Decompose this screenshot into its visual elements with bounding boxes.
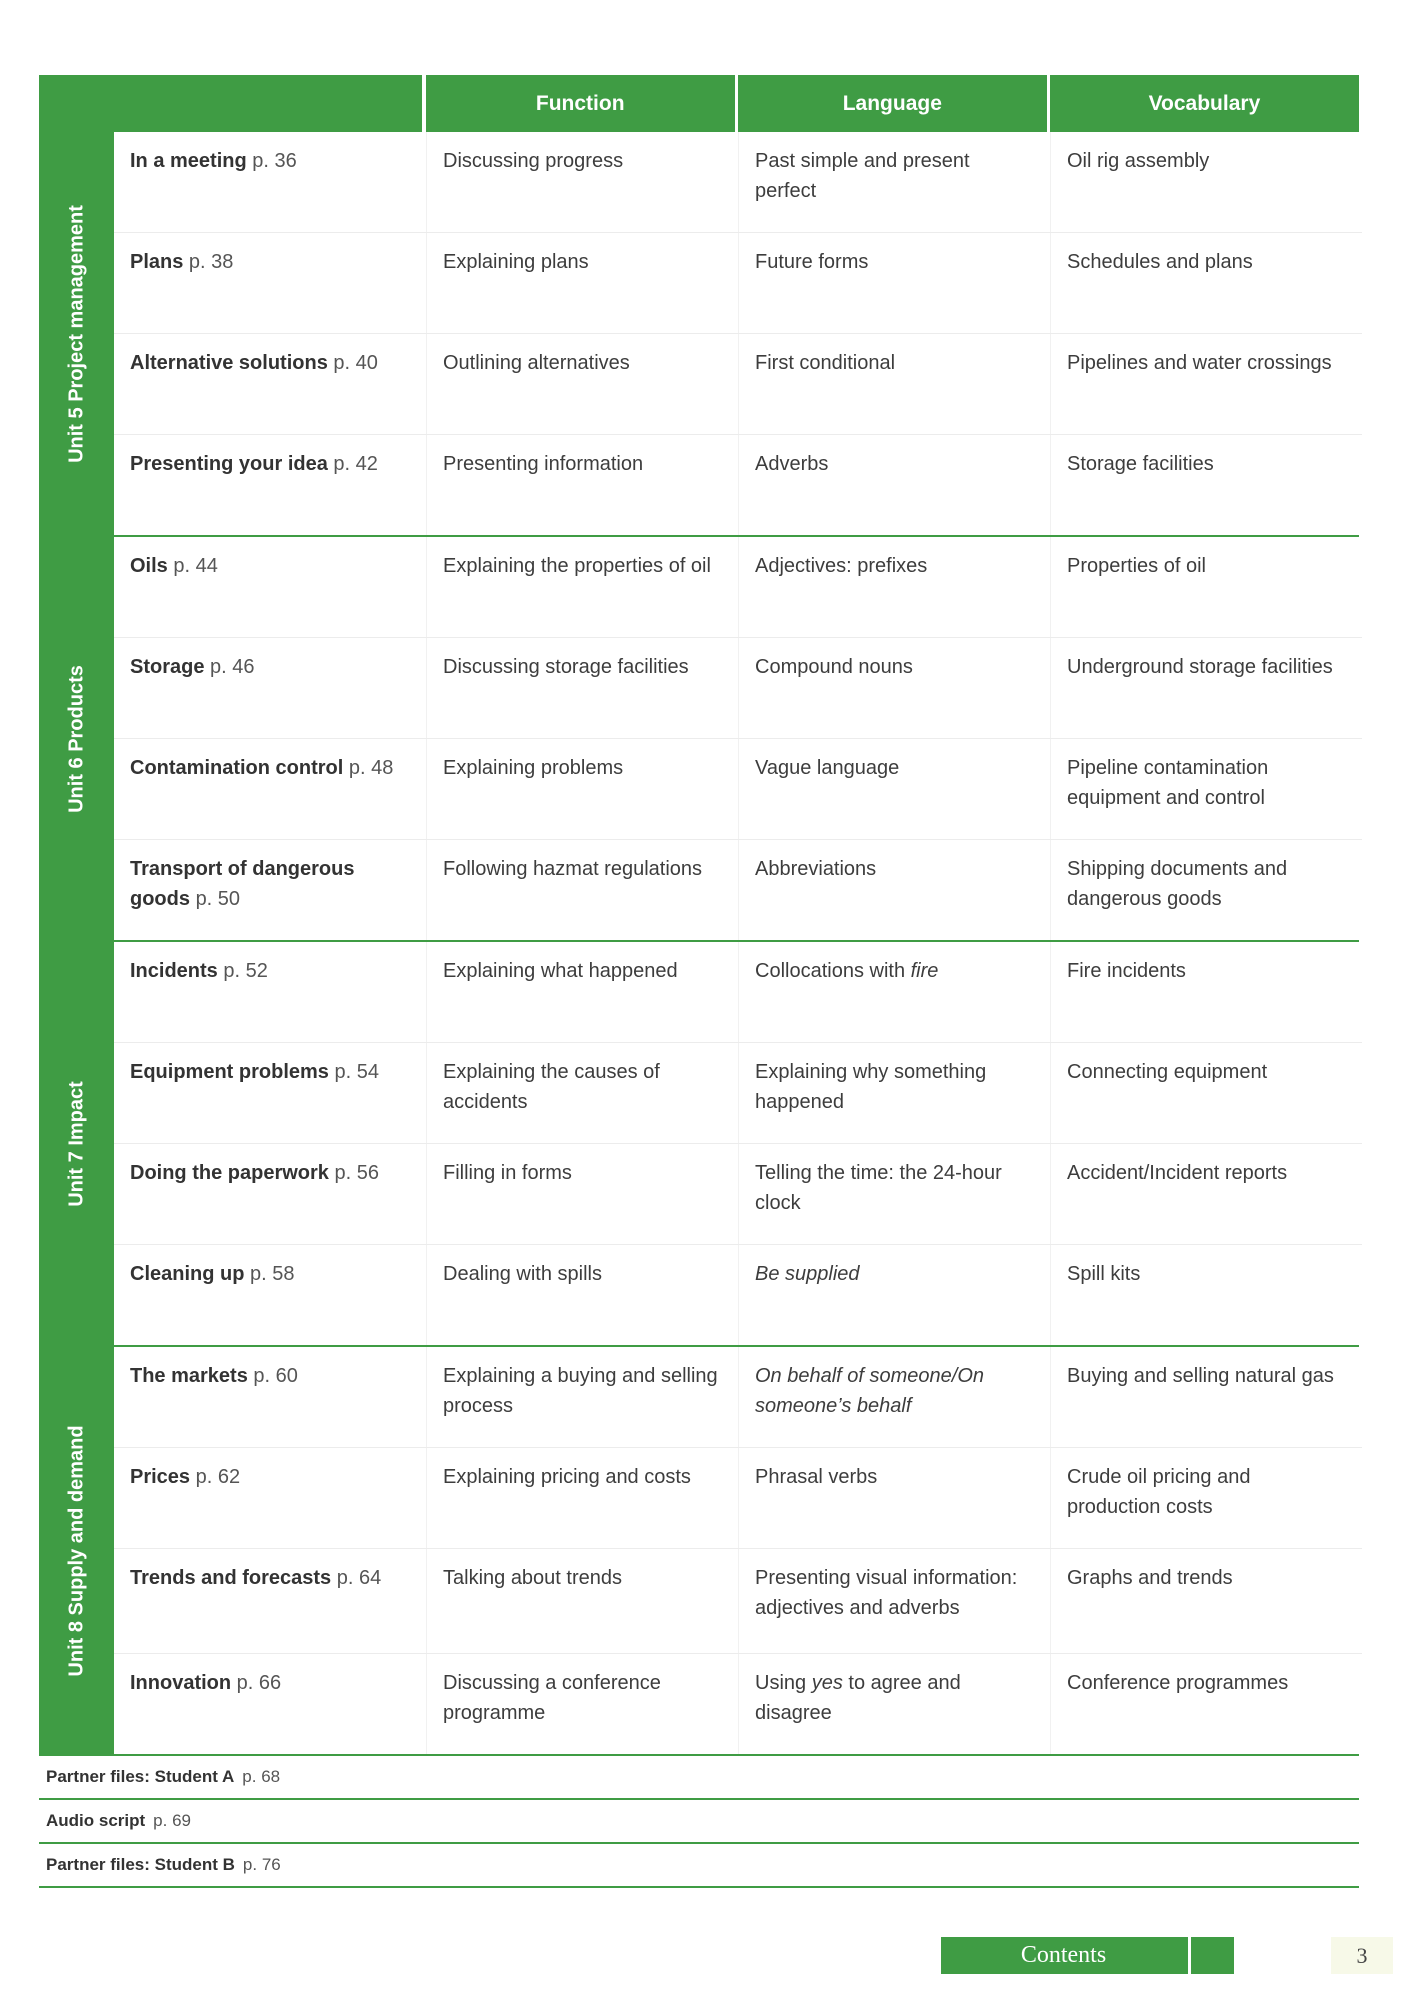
language-italic: yes xyxy=(811,1672,843,1694)
header-spacer xyxy=(39,75,422,132)
lesson-page: p. 58 xyxy=(250,1263,295,1285)
lesson-page: p. 44 xyxy=(173,555,218,577)
function-cell: Explaining the causes of accidents xyxy=(426,1043,738,1143)
language-italic: Be supplied xyxy=(755,1263,860,1285)
language-cell: Explaining why something happened xyxy=(738,1043,1050,1143)
footer-row-partner-b xyxy=(39,1844,1359,1888)
vocabulary-cell: Conference programmes xyxy=(1050,1654,1362,1754)
table-row xyxy=(114,537,1362,638)
function-cell: Talking about trends xyxy=(426,1549,738,1653)
lesson-title: Prices xyxy=(130,1466,191,1488)
footer-label: Partner files: Student B xyxy=(46,1855,235,1874)
lesson-cell xyxy=(114,638,426,738)
function-cell: Outlining alternatives xyxy=(426,334,738,434)
language-text: Collocations with xyxy=(755,960,911,982)
lesson-page: p. 64 xyxy=(336,1567,382,1589)
vocabulary-cell: Accident/Incident reports xyxy=(1050,1144,1362,1244)
table-row xyxy=(114,942,1362,1043)
lesson-cell xyxy=(114,942,426,1042)
unit-5-block xyxy=(39,132,1359,537)
lesson-title: Alternative solutions xyxy=(130,352,328,374)
lesson-cell xyxy=(114,739,426,839)
lesson-title: Innovation xyxy=(130,1672,232,1694)
lesson-title: Plans xyxy=(130,251,184,273)
table-row xyxy=(114,1245,1362,1345)
vocabulary-cell: Graphs and trends xyxy=(1050,1549,1362,1653)
vocabulary-cell: Oil rig assembly xyxy=(1050,132,1362,232)
lesson-page: p. 46 xyxy=(210,656,255,678)
table-row xyxy=(114,1448,1362,1549)
header-function: Function xyxy=(426,75,735,132)
footer-page: p. 69 xyxy=(153,1811,191,1830)
footer-row-partner-a xyxy=(39,1756,1359,1800)
function-cell: Discussing storage facilities xyxy=(426,638,738,738)
table-row xyxy=(114,739,1362,840)
footer-page: p. 76 xyxy=(242,1855,281,1874)
contents-tab-label: Contents xyxy=(1020,1942,1107,1968)
header-vocabulary: Vocabulary xyxy=(1050,75,1359,132)
vocabulary-cell: Pipelines and water crossings xyxy=(1050,334,1362,434)
vocabulary-cell: Spill kits xyxy=(1050,1245,1362,1345)
lesson-title: The markets xyxy=(130,1365,248,1387)
language-cell: Phrasal verbs xyxy=(738,1448,1050,1548)
language-cell xyxy=(738,942,1050,1042)
table-row xyxy=(114,1654,1362,1754)
lesson-cell xyxy=(114,1654,426,1754)
function-cell: Explaining the properties of oil xyxy=(426,537,738,637)
language-text: Using xyxy=(755,1672,812,1694)
lesson-cell xyxy=(114,1043,426,1143)
unit-7-block xyxy=(39,942,1359,1347)
footer-page: p. 68 xyxy=(242,1767,281,1786)
lesson-cell xyxy=(114,1245,426,1345)
lesson-title: Incidents xyxy=(130,960,218,982)
table-row xyxy=(114,132,1362,233)
lesson-title: Doing the paperwork xyxy=(130,1162,329,1184)
footer-label: Audio script xyxy=(46,1811,146,1830)
language-cell xyxy=(738,1347,1050,1447)
lesson-page: p. 36 xyxy=(252,150,297,172)
unit-label xyxy=(39,942,114,1345)
table-row xyxy=(114,1347,1362,1448)
vocabulary-cell: Storage facilities xyxy=(1050,435,1362,535)
lesson-title: Cleaning up xyxy=(130,1263,245,1285)
lesson-page: p. 54 xyxy=(334,1061,379,1083)
function-cell: Explaining a buying and selling process xyxy=(426,1347,738,1447)
lesson-page: p. 52 xyxy=(223,960,268,982)
vocabulary-cell: Schedules and plans xyxy=(1050,233,1362,333)
function-cell: Explaining what happened xyxy=(426,942,738,1042)
lesson-cell xyxy=(114,132,426,232)
unit-label xyxy=(39,1347,114,1754)
language-cell: Abbreviations xyxy=(738,840,1050,940)
lesson-page: p. 48 xyxy=(348,757,394,779)
unit-title: Unit 6 Products xyxy=(65,664,87,813)
lesson-title: Transport of dangerous goods xyxy=(130,858,355,910)
language-cell: Compound nouns xyxy=(738,638,1050,738)
lesson-cell xyxy=(114,537,426,637)
lesson-title: Contamination control xyxy=(130,757,344,779)
table-row xyxy=(114,435,1362,535)
lesson-cell xyxy=(114,334,426,434)
lesson-cell xyxy=(114,1448,426,1548)
language-cell: Vague language xyxy=(738,739,1050,839)
unit-title: Unit 8 Supply and demand xyxy=(65,1424,87,1677)
footer-row-audio-script xyxy=(39,1800,1359,1844)
lesson-page: p. 40 xyxy=(333,352,378,374)
function-cell: Discussing progress xyxy=(426,132,738,232)
function-cell: Explaining problems xyxy=(426,739,738,839)
function-cell: Explaining pricing and costs xyxy=(426,1448,738,1548)
table-row xyxy=(114,840,1362,940)
unit-8-block xyxy=(39,1347,1359,1756)
language-cell: First conditional xyxy=(738,334,1050,434)
lesson-page: p. 42 xyxy=(333,453,378,475)
header-language: Language xyxy=(738,75,1047,132)
lesson-page: p. 38 xyxy=(188,251,234,273)
table-row xyxy=(114,1043,1362,1144)
vocabulary-cell: Fire incidents xyxy=(1050,942,1362,1042)
vocabulary-cell: Shipping documents and dangerous goods xyxy=(1050,840,1362,940)
language-italic: fire xyxy=(910,960,939,982)
language-cell xyxy=(738,1245,1050,1345)
table-row xyxy=(114,638,1362,739)
table-row xyxy=(114,233,1362,334)
unit-title: Unit 7 Impact xyxy=(65,1080,87,1207)
function-cell: Filling in forms xyxy=(426,1144,738,1244)
contents-tab xyxy=(941,1937,1234,1974)
language-cell: Telling the time: the 24-hour clock xyxy=(738,1144,1050,1244)
language-cell: Future forms xyxy=(738,233,1050,333)
language-cell: Adverbs xyxy=(738,435,1050,535)
lesson-title: Storage xyxy=(130,656,205,678)
function-cell: Discussing a conference programme xyxy=(426,1654,738,1754)
function-cell: Following hazmat regulations xyxy=(426,840,738,940)
lesson-title: Oils xyxy=(130,555,168,577)
lesson-title: Presenting your idea xyxy=(130,453,328,475)
footer-label: Partner files: Student A xyxy=(46,1767,235,1786)
language-italic: On behalf of someone/On someone’s behalf xyxy=(755,1365,985,1417)
language-cell: Adjectives: prefixes xyxy=(738,537,1050,637)
table-header xyxy=(39,75,1359,132)
lesson-cell xyxy=(114,1549,426,1653)
table-row xyxy=(114,334,1362,435)
lesson-page: p. 50 xyxy=(195,888,241,910)
unit-title: Unit 5 Project management xyxy=(65,204,87,463)
lesson-page: p. 60 xyxy=(253,1365,298,1387)
unit-6-block xyxy=(39,537,1359,942)
lesson-cell xyxy=(114,435,426,535)
unit-label xyxy=(39,132,114,535)
table-row xyxy=(114,1549,1362,1654)
function-cell: Presenting information xyxy=(426,435,738,535)
lesson-cell xyxy=(114,1347,426,1447)
contents-tab-square xyxy=(1188,1937,1234,1974)
unit-label xyxy=(39,537,114,940)
language-cell: Presenting visual information: adjectives and adverbs xyxy=(738,1549,1050,1653)
vocabulary-cell: Crude oil pricing and production costs xyxy=(1050,1448,1362,1548)
vocabulary-cell: Pipeline contamination equipment and control xyxy=(1050,739,1362,839)
lesson-title: Trends and forecasts xyxy=(130,1567,332,1589)
contents-table xyxy=(39,75,1359,1888)
lesson-cell xyxy=(114,233,426,333)
vocabulary-cell: Buying and selling natural gas xyxy=(1050,1347,1362,1447)
vocabulary-cell: Properties of oil xyxy=(1050,537,1362,637)
table-row xyxy=(114,1144,1362,1245)
lesson-page: p. 56 xyxy=(334,1162,379,1184)
language-text-end: to agree and disagree xyxy=(755,1672,961,1724)
lesson-page: p. 66 xyxy=(236,1672,282,1694)
language-cell: Past simple and present perfect xyxy=(738,132,1050,232)
vocabulary-cell: Connecting equipment xyxy=(1050,1043,1362,1143)
language-cell xyxy=(738,1654,1050,1754)
page-number: 3 xyxy=(1331,1937,1393,1974)
lesson-page: p. 62 xyxy=(195,1466,241,1488)
vocabulary-cell: Underground storage facilities xyxy=(1050,638,1362,738)
lesson-cell xyxy=(114,1144,426,1244)
function-cell: Dealing with spills xyxy=(426,1245,738,1345)
lesson-title: In a meeting xyxy=(130,150,247,172)
lesson-title: Equipment problems xyxy=(130,1061,329,1083)
lesson-cell xyxy=(114,840,426,940)
function-cell: Explaining plans xyxy=(426,233,738,333)
